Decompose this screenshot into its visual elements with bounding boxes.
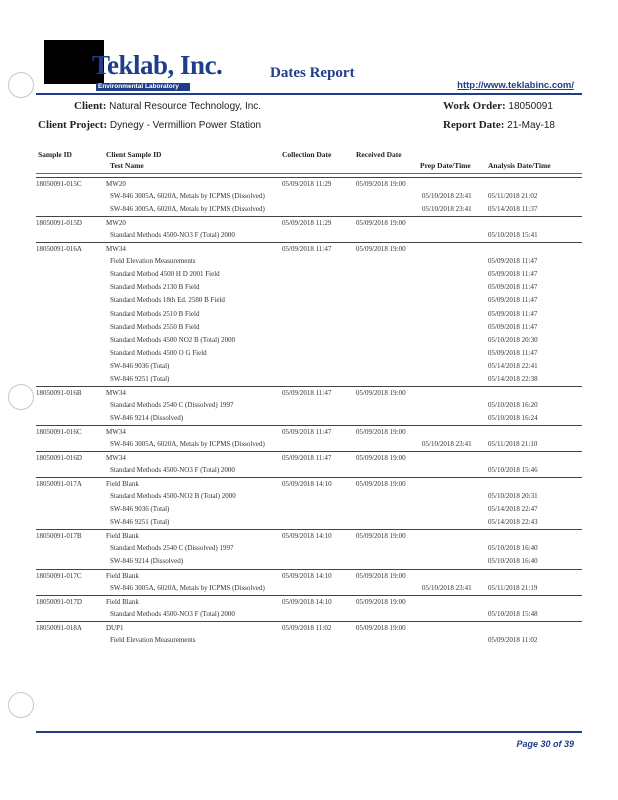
test-row	[36, 229, 582, 241]
sample-row	[36, 595, 582, 608]
test-row	[36, 294, 582, 306]
collection-date-cell: 05/09/2018 11:02	[282, 623, 332, 632]
test-name-cell: SW-846 3005A, 6020A, Metals by ICPMS (Dissolved)	[110, 205, 265, 214]
sample-row	[36, 569, 582, 582]
client-sample-id-cell: MW20	[106, 219, 126, 228]
analysis-date-cell: 05/14/2018 22:47	[488, 505, 538, 514]
sample-row	[36, 242, 582, 255]
analysis-date-cell: 05/09/2018 11:47	[488, 296, 538, 305]
received-date-cell: 05/09/2018 19:00	[356, 454, 406, 463]
received-date-cell: 05/09/2018 19:00	[356, 388, 406, 397]
logo-subtitle: Environmental Laboratory	[96, 83, 190, 91]
received-date-cell: 05/09/2018 19:00	[356, 532, 406, 541]
test-row	[36, 203, 582, 215]
test-name-cell: Standard Methods 2540 C (Dissolved) 1997	[110, 544, 234, 553]
test-row	[36, 334, 582, 346]
test-name-cell: Standard Methods 2130 B Field	[110, 283, 200, 292]
client-sample-id-cell: MW34	[106, 427, 126, 436]
analysis-date-cell: 05/10/2018 20:30	[488, 335, 538, 344]
client-label: Client:	[74, 100, 107, 112]
client-value: Natural Resource Technology, Inc.	[109, 101, 262, 112]
client-sample-id-cell: Field Blank	[106, 532, 139, 541]
project-value: Dynegy - Vermillion Power Station	[109, 120, 262, 131]
received-date-cell: 05/09/2018 19:00	[356, 180, 406, 188]
collection-date-cell: 05/09/2018 14:10	[282, 480, 332, 489]
prep-date-cell: 05/10/2018 23:41	[422, 205, 472, 214]
client-sample-id-cell: MW20	[106, 180, 126, 188]
test-row	[36, 308, 582, 320]
sample-row	[36, 621, 582, 634]
test-name-cell: SW-846 3005A, 6020A, Metals by ICPMS (Dissolved)	[110, 583, 265, 592]
test-row	[36, 360, 582, 372]
test-row	[36, 516, 582, 528]
received-date-cell: 05/09/2018 19:00	[356, 245, 406, 254]
test-row	[36, 608, 582, 620]
col-prep-date: Prep Date/Time	[420, 161, 471, 170]
analysis-date-cell: 05/11/2018 21:02	[488, 192, 538, 201]
sample-id-cell: 18050091-015C	[36, 180, 82, 188]
analysis-date-cell: 05/09/2018 11:47	[488, 309, 538, 318]
col-client-sample-id: Client Sample ID	[106, 150, 162, 159]
work-order-label: Work Order:	[443, 100, 506, 112]
test-row	[36, 347, 582, 359]
test-name-cell: Standard Methods 2510 B Field	[110, 309, 200, 318]
collection-date-cell: 05/09/2018 14:10	[282, 571, 332, 580]
sample-row	[36, 216, 582, 229]
test-row	[36, 582, 582, 594]
collection-date-cell: 05/09/2018 14:10	[282, 532, 332, 541]
sample-id-cell: 18050091-017B	[36, 532, 82, 541]
test-row	[36, 634, 582, 646]
test-row	[36, 555, 582, 567]
sample-id-cell: 18050091-016C	[36, 427, 82, 436]
collection-date-cell: 05/09/2018 11:29	[282, 180, 332, 188]
analysis-date-cell: 05/10/2018 16:24	[488, 413, 538, 422]
test-row	[36, 268, 582, 280]
punch-hole-middle	[8, 384, 34, 410]
test-name-cell: SW-846 9036 (Total)	[110, 361, 170, 370]
test-name-cell: SW-846 9214 (Dissolved)	[110, 557, 184, 566]
test-name-cell: Field Elevation Measurements	[110, 635, 196, 644]
client-sample-id-cell: MW34	[106, 454, 126, 463]
sample-row	[36, 177, 582, 190]
project-label: Client Project:	[38, 119, 108, 131]
test-name-cell: Standard Methods 4500-NO3 F (Total) 2000	[110, 609, 235, 618]
test-row	[36, 412, 582, 424]
client-sample-id-cell: Field Blank	[106, 571, 139, 580]
collection-date-cell: 05/09/2018 11:29	[282, 219, 332, 228]
col-received-date: Received Date	[356, 150, 402, 159]
test-row	[36, 438, 582, 450]
client-sample-id-cell: MW34	[106, 388, 126, 397]
test-name-cell: SW-846 9251 (Total)	[110, 374, 170, 383]
analysis-date-cell: 05/14/2018 22:43	[488, 518, 538, 527]
analysis-date-cell: 05/09/2018 11:02	[488, 635, 538, 644]
sample-row	[36, 477, 582, 490]
analysis-date-cell: 05/09/2018 11:47	[488, 348, 538, 357]
analysis-date-cell: 05/10/2018 16:40	[488, 544, 538, 553]
test-row	[36, 321, 582, 333]
sample-id-cell: 18050091-018A	[36, 623, 82, 632]
sample-row	[36, 529, 582, 542]
analysis-date-cell: 05/09/2018 11:47	[488, 257, 538, 266]
report-title: Dates Report	[270, 65, 355, 81]
sample-id-cell: 18050091-015D	[36, 219, 82, 228]
prep-date-cell: 05/10/2018 23:41	[422, 440, 472, 448]
test-row	[36, 503, 582, 515]
col-collection-date: Collection Date	[282, 150, 332, 159]
received-date-cell: 05/09/2018 19:00	[356, 597, 406, 606]
sample-id-cell: 18050091-016A	[36, 245, 82, 254]
company-logo: Teklab, Inc.	[92, 50, 223, 80]
received-date-cell: 05/09/2018 19:00	[356, 480, 406, 489]
analysis-date-cell: 05/10/2018 20:31	[488, 492, 538, 501]
test-name-cell: Field Elevation Measurements	[110, 257, 196, 266]
client-sample-id-cell: MW34	[106, 245, 126, 254]
analysis-date-cell: 05/10/2018 16:40	[488, 557, 538, 566]
analysis-date-cell: 05/14/2018 11:37	[488, 205, 538, 214]
test-name-cell: Standard Method 4500 H D 2001 Field	[110, 270, 220, 279]
report-date-label: Report Date:	[443, 119, 505, 131]
punch-hole-top	[8, 72, 34, 98]
test-name-cell: Standard Methods 4500 NO2 B (Total) 2000	[110, 335, 236, 344]
analysis-date-cell: 05/09/2018 11:47	[488, 270, 538, 279]
test-name-cell: Standard Methods 4500-NO3 F (Total) 2000	[110, 466, 235, 475]
header-rule	[36, 93, 582, 95]
test-name-cell: SW-846 3005A, 6020A, Metals by ICPMS (Dissolved)	[110, 440, 265, 448]
test-row	[36, 281, 582, 293]
client-sample-id-cell: Field Blank	[106, 480, 139, 489]
test-name-cell: SW-846 9036 (Total)	[110, 505, 170, 514]
analysis-date-cell: 05/10/2018 16:20	[488, 400, 538, 409]
client-sample-id-cell: Field Blank	[106, 597, 139, 606]
report-date-value: 21-May-18	[507, 120, 555, 131]
col-sample-id: Sample ID	[38, 150, 72, 159]
sample-row	[36, 451, 582, 464]
sample-id-cell: 18050091-017D	[36, 597, 82, 606]
sample-row	[36, 386, 582, 399]
sample-id-cell: 18050091-017C	[36, 571, 82, 580]
prep-date-cell: 05/10/2018 23:41	[422, 192, 472, 201]
collection-date-cell: 05/09/2018 11:47	[282, 388, 332, 397]
project-line	[38, 119, 261, 132]
test-row	[36, 255, 582, 267]
test-row	[36, 542, 582, 554]
test-row	[36, 373, 582, 385]
test-row	[36, 190, 582, 202]
work-order-value: 18050091	[508, 101, 553, 112]
analysis-date-cell: 05/09/2018 11:47	[488, 322, 538, 331]
sample-id-cell: 18050091-017A	[36, 480, 82, 489]
prep-date-cell: 05/10/2018 23:41	[422, 583, 472, 592]
collection-date-cell: 05/09/2018 11:47	[282, 245, 332, 254]
client-line	[74, 100, 261, 113]
collection-date-cell: 05/09/2018 11:47	[282, 427, 332, 436]
work-order-line	[443, 100, 553, 113]
test-name-cell: Standard Methods 4500-NO3 F (Total) 2000	[110, 231, 235, 240]
analysis-date-cell: 05/11/2018 21:10	[488, 440, 538, 448]
received-date-cell: 05/09/2018 19:00	[356, 623, 406, 632]
test-row	[36, 399, 582, 411]
column-header-rule	[36, 173, 582, 174]
sample-id-cell: 18050091-016B	[36, 388, 82, 397]
collection-date-cell: 05/09/2018 14:10	[282, 597, 332, 606]
analysis-date-cell: 05/09/2018 11:47	[488, 283, 538, 292]
collection-date-cell: 05/09/2018 11:47	[282, 454, 332, 463]
analysis-date-cell: 05/10/2018 15:46	[488, 466, 538, 475]
col-test-name: Test Name	[110, 161, 144, 170]
test-row	[36, 490, 582, 502]
received-date-cell: 05/09/2018 19:00	[356, 219, 406, 228]
test-name-cell: Standard Methods 2550 B Field	[110, 322, 200, 331]
test-name-cell: SW-846 9214 (Dissolved)	[110, 413, 184, 422]
analysis-date-cell: 05/10/2018 15:48	[488, 609, 538, 618]
footer-rule	[36, 731, 582, 733]
analysis-date-cell: 05/14/2018 22:41	[488, 361, 538, 370]
test-row	[36, 464, 582, 476]
analysis-date-cell: 05/11/2018 21:19	[488, 583, 538, 592]
sample-id-cell: 18050091-016D	[36, 454, 82, 463]
received-date-cell: 05/09/2018 19:00	[356, 427, 406, 436]
test-name-cell: Standard Methods 18th Ed. 2580 B Field	[110, 296, 225, 305]
analysis-date-cell: 05/14/2018 22:38	[488, 374, 538, 383]
sample-row	[36, 425, 582, 438]
test-name-cell: Standard Methods 4500-NO2 B (Total) 2000	[110, 492, 236, 501]
test-name-cell: Standard Methods 2540 C (Dissolved) 1997	[110, 400, 234, 409]
page-number: Page 30 of 39	[516, 739, 574, 749]
client-sample-id-cell: DUP1	[106, 623, 124, 632]
col-analysis-date: Analysis Date/Time	[488, 161, 551, 170]
test-name-cell: Standard Methods 4500 O G Field	[110, 348, 207, 357]
report-date-line	[443, 119, 555, 132]
received-date-cell: 05/09/2018 19:00	[356, 571, 406, 580]
analysis-date-cell: 05/10/2018 15:41	[488, 231, 538, 240]
website-link[interactable]: http://www.teklabinc.com/	[457, 80, 574, 91]
test-name-cell: SW-846 9251 (Total)	[110, 518, 170, 527]
punch-hole-bottom	[8, 692, 34, 718]
test-name-cell: SW-846 3005A, 6020A, Metals by ICPMS (Dissolved)	[110, 192, 265, 201]
